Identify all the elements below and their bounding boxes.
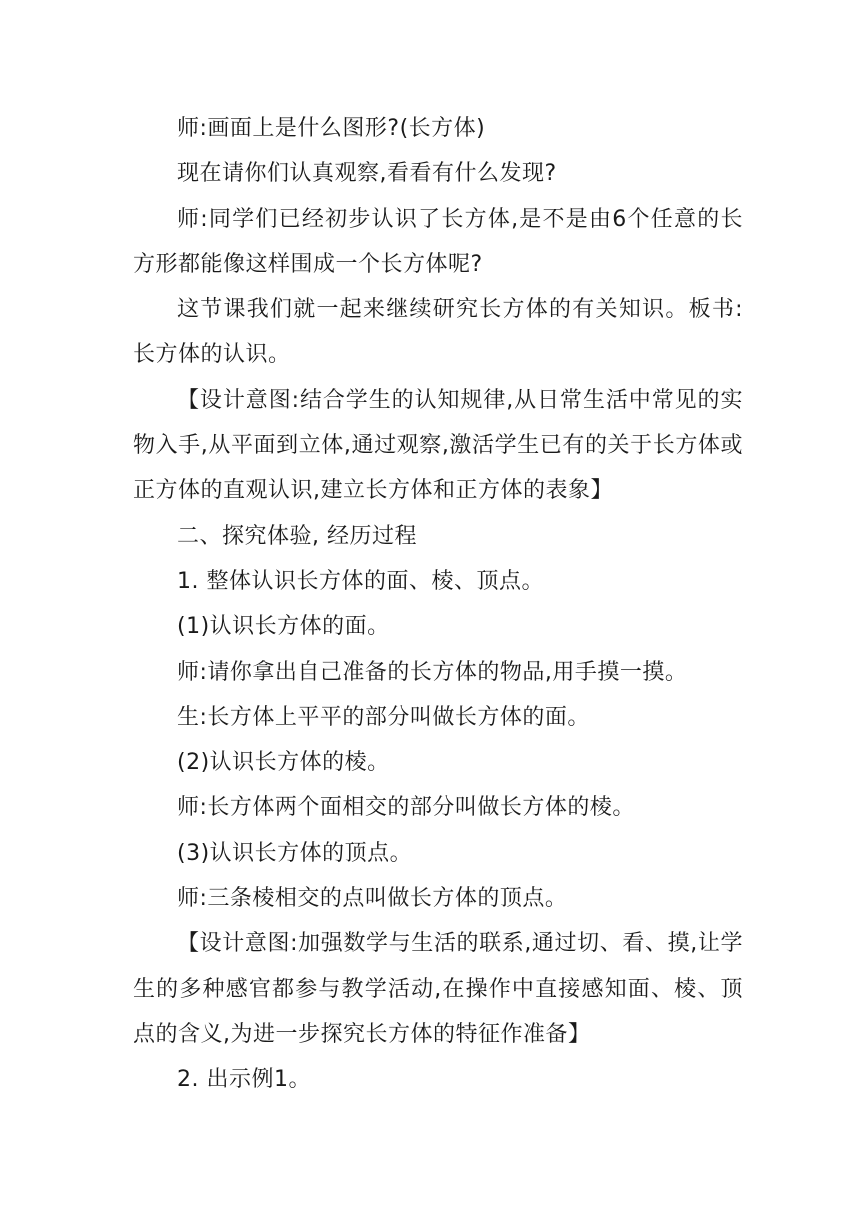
subsection-heading: 1. 整体认识长方体的面、棱、顶点。 bbox=[177, 568, 544, 594]
paragraph: 师:三条棱相交的点叫做长方体的顶点。 bbox=[177, 886, 568, 912]
paragraph: 师:请你拿出自己准备的长方体的物品,用手摸一摸。 bbox=[177, 659, 688, 685]
list-item: (2)认识长方体的棱。 bbox=[177, 750, 390, 776]
paragraph: 现在请你们认真观察,看看有什么发现? bbox=[177, 161, 557, 187]
subsection-heading: 2. 出示例1。 bbox=[177, 1067, 311, 1093]
paragraph: 师:长方体两个面相交的部分叫做长方体的棱。 bbox=[177, 795, 635, 821]
paragraph: 生:长方体上平平的部分叫做长方体的面。 bbox=[177, 704, 590, 730]
document-body bbox=[133, 106, 743, 1103]
design-intent-note: 【设计意图:结合学生的认知规律,从日常生活中常见的实物入手,从平面到立体,通过观察,激活学生已有的关于长方体或正方体的直观认识,建立长方体和正方体的表象】 bbox=[133, 387, 743, 504]
paragraph: 师:画面上是什么图形?(长方体) bbox=[177, 116, 486, 141]
paragraph: 师:同学们已经初步认识了长方体,是不是由6个任意的长方形都能像这样围成一个长方体呢? bbox=[133, 206, 743, 277]
paragraph: 这节课我们就一起来继续研究长方体的有关知识。板书:长方体的认识。 bbox=[133, 297, 743, 368]
list-item: (1)认识长方体的面。 bbox=[177, 614, 390, 640]
section-heading: 二、探究体验, 经历过程 bbox=[177, 523, 417, 549]
design-intent-note: 【设计意图:加强数学与生活的联系,通过切、看、摸,让学生的多种感官都参与教学活动,在操作中直接感知面、棱、顶点的含义,为进一步探究长方体的特征作准备】 bbox=[133, 931, 743, 1047]
list-item: (3)认识长方体的顶点。 bbox=[177, 840, 413, 866]
